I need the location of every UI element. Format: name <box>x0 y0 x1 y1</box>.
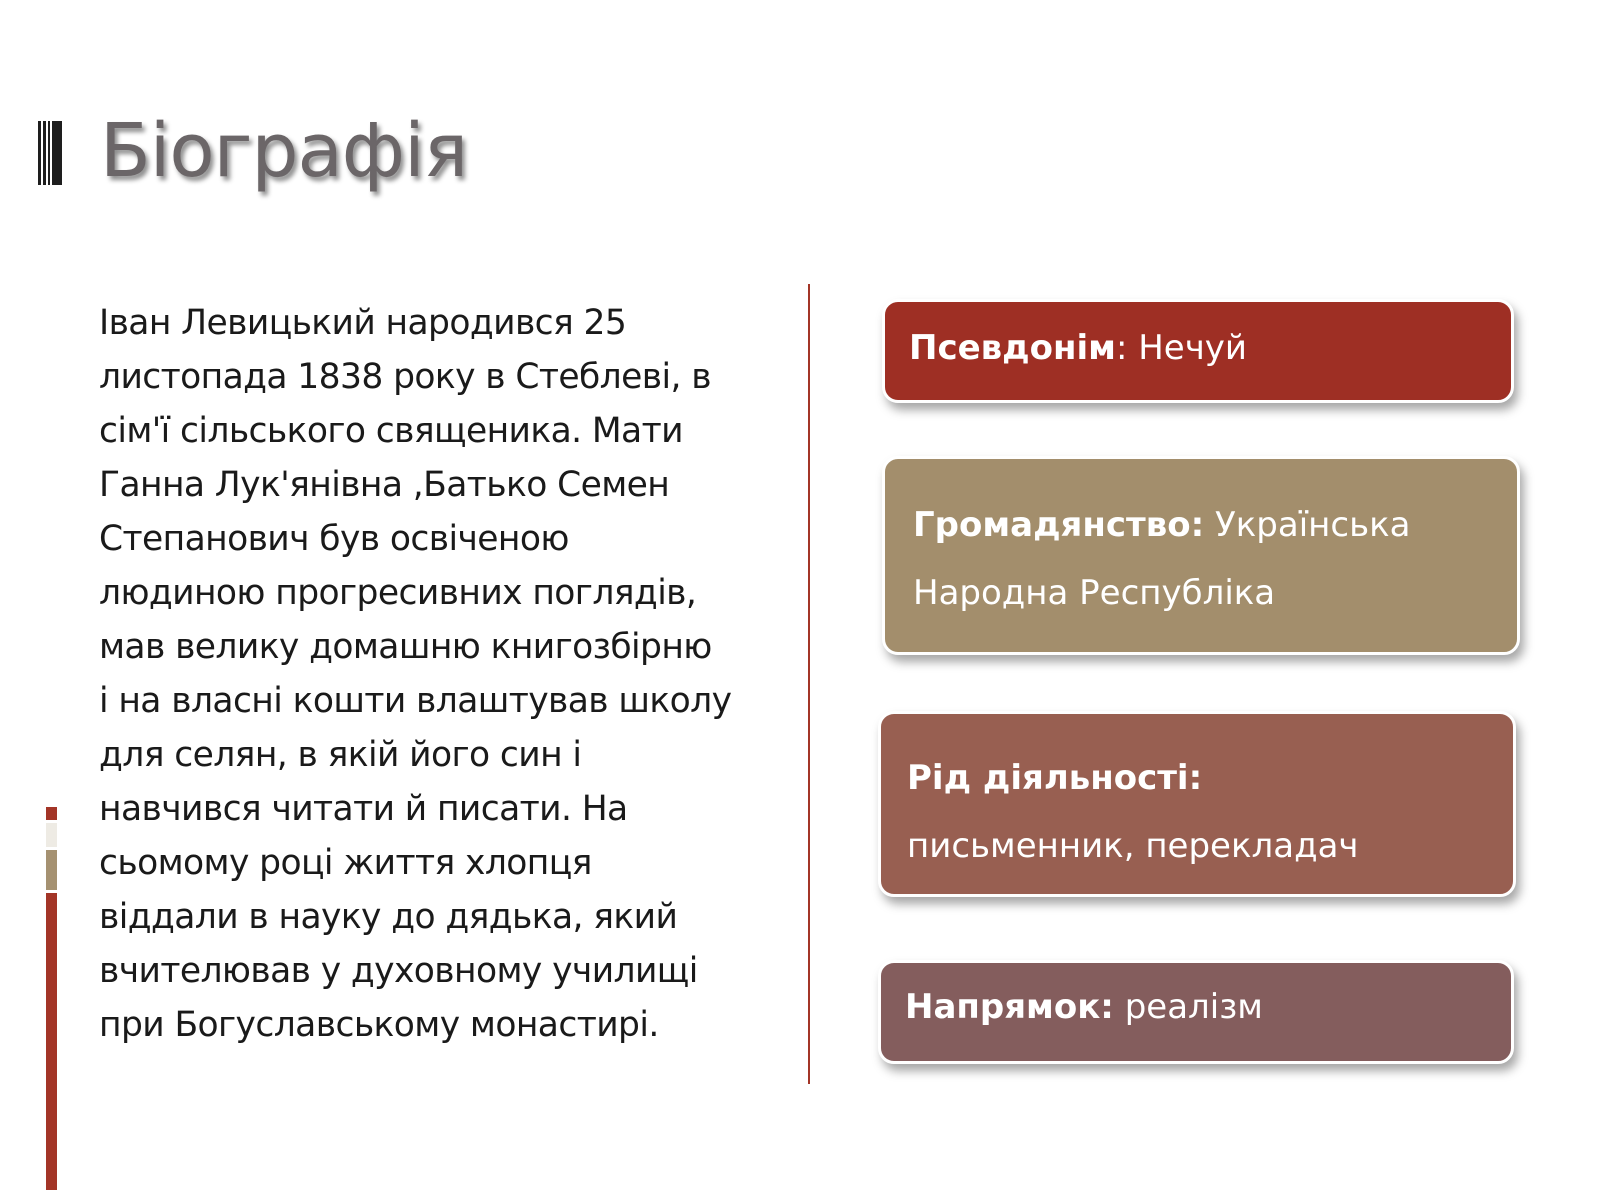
citizenship-value-line1: Українська <box>1204 505 1411 545</box>
pseudonym-separator: : <box>1115 328 1139 368</box>
accent-bar-segment <box>46 850 57 890</box>
text-line: сьомому році життя хлопця <box>99 843 592 883</box>
text-line: людиною прогресивних поглядів, <box>99 573 697 613</box>
text-line: вчителював у духовному училищі <box>99 951 698 991</box>
text-line: при Богуславському монастирі. <box>99 1005 659 1045</box>
direction-label: Напрямок: <box>905 987 1114 1027</box>
text-line: для селян, в якій його син і <box>99 735 582 775</box>
pseudonym-box <box>882 299 1514 403</box>
biography-text <box>99 296 789 1052</box>
text-line: Степанович був освіченою <box>99 519 569 559</box>
citizenship-value-line2: Народна Республіка <box>913 573 1276 613</box>
text-line: мав велику домашню книгозбірню <box>99 627 712 667</box>
accent-bar-segment <box>46 823 57 847</box>
title-bar-mark <box>38 121 64 185</box>
direction-value: реалізм <box>1113 987 1263 1027</box>
direction-box <box>878 960 1514 1064</box>
occupation-label: Рід діяльності: <box>907 758 1203 798</box>
occupation-value: письменник, перекладач <box>907 826 1359 866</box>
citizenship-label: Громадянство: <box>913 505 1205 545</box>
accent-bar-segment <box>46 807 57 820</box>
pseudonym-label: Псевдонім <box>909 328 1116 368</box>
text-line: сім'ї сільського священика. Мати <box>99 411 683 451</box>
text-line: і на власні кошти влаштував школу <box>99 681 732 721</box>
text-line: листопада 1838 року в Стеблеві, в <box>99 357 711 397</box>
text-line: віддали в науку до дядька, який <box>99 897 678 937</box>
text-line: Іван Левицький народився 25 <box>99 303 627 343</box>
pseudonym-value: Нечуй <box>1138 328 1248 368</box>
occupation-box <box>878 711 1516 897</box>
text-line: навчився читати й писати. На <box>99 789 628 829</box>
citizenship-box <box>882 456 1520 655</box>
slide-title: Біографія <box>100 108 468 194</box>
accent-bar-segment <box>46 893 57 1190</box>
text-line: Ганна Лук'янівна ,Батько Семен <box>99 465 670 505</box>
vertical-divider <box>808 284 810 1084</box>
